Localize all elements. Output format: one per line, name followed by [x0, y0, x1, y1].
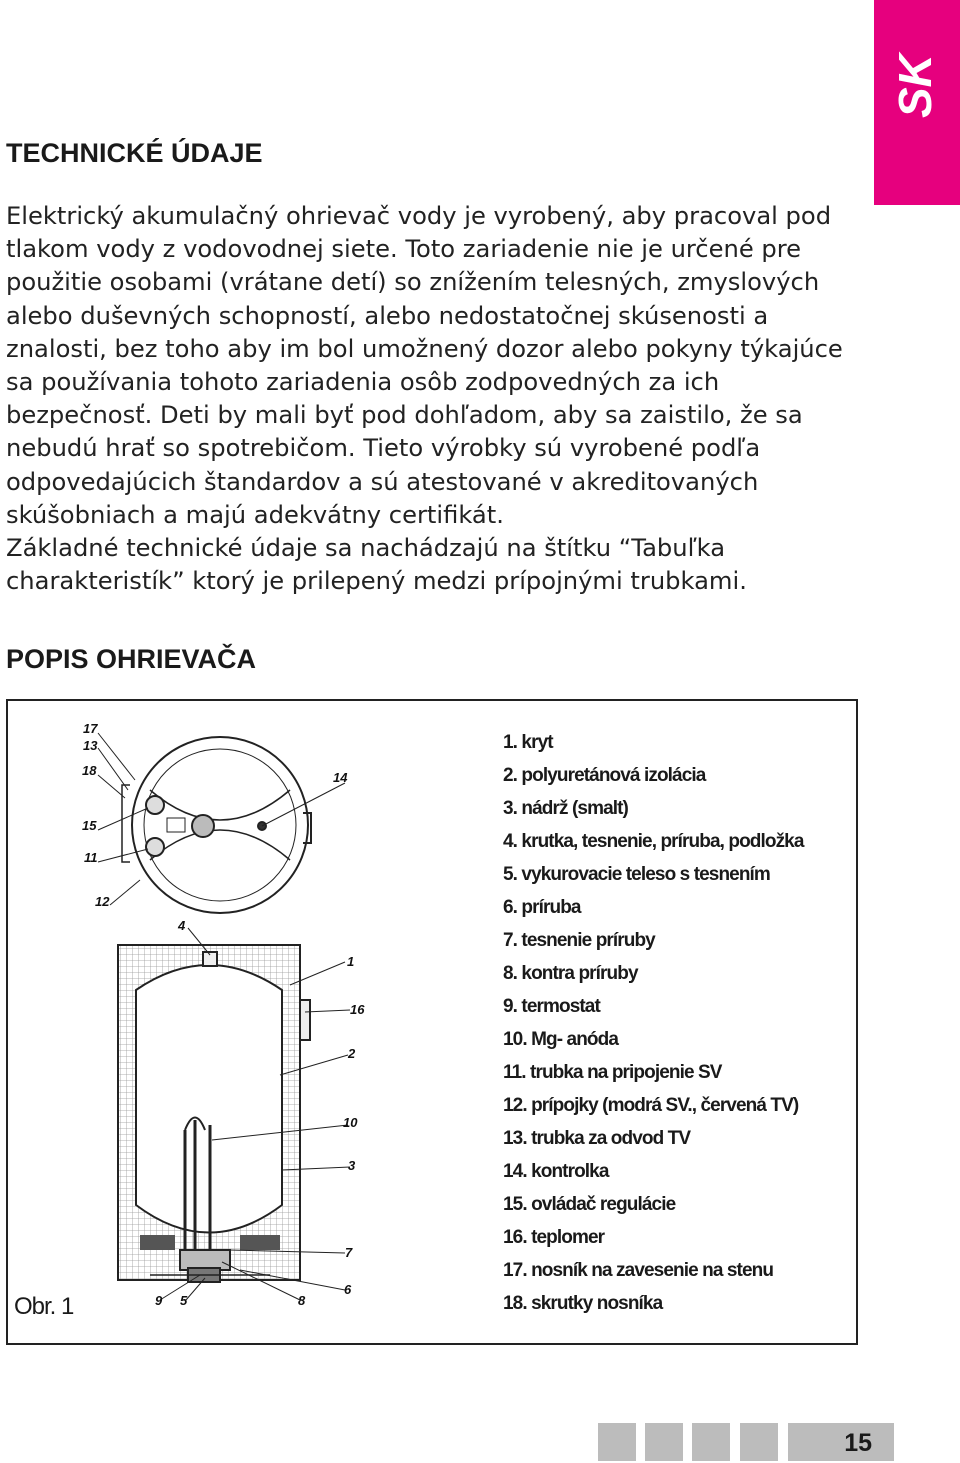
legend-item: 4. krutka, tesnenie, príruba, podložka: [503, 831, 804, 852]
callout-15: 15: [82, 818, 97, 833]
callout-6: 6: [344, 1282, 352, 1297]
callout-17: 17: [83, 721, 98, 736]
legend-item: 14. kontrolka: [503, 1161, 609, 1182]
legend-item: 2. polyuretánová izolácia: [503, 765, 706, 786]
callout-10: 10: [343, 1115, 358, 1130]
paragraph-1: Elektrický akumulačný ohrievač vody je vyrobený, aby pracoval pod tlakom vody z vodovodnej siete. Toto zariadenie nie je určené pre použitie osobami (vrátane detí) so znížením telesných, zmyslových alebo duševných schopností, alebo nedostatočnej skúsenosti a znalosti, bez toho aby im bol umožnený dozor alebo pokyny týkajúce sa používania tohoto zariadenia osôb zodpovedných za ich bezpečnosť. Deti by mali byť pod dohľadom, aby sa zaistilo, že sa nebudú hrať so spotrebičom. Tieto výrobky sú vyrobené podľa odpovedajúcich štandardov a sú atestované v akreditovaných skúšobniach a majú adekvátny certifikát.: [6, 202, 843, 529]
legend-item: 5. vykurovacie teleso s tesnením: [503, 864, 770, 885]
legend-item: 15. ovládač regulácie: [503, 1194, 676, 1215]
callout-7: 7: [345, 1245, 353, 1260]
side-view: [118, 945, 310, 1282]
footer-decor-box: [740, 1423, 778, 1461]
legend-item: 7. tesnenie príruby: [503, 930, 655, 951]
legend-item: 3. nádrž (smalt): [503, 798, 628, 819]
callout-1: 1: [347, 954, 355, 969]
legend-item: 11. trubka na pripojenie SV: [503, 1062, 722, 1083]
callout-8: 8: [298, 1293, 306, 1308]
language-code: SK: [889, 54, 941, 118]
section-title-technical-data: TECHNICKÉ ÚDAJE: [6, 138, 263, 168]
legend-item: 10. Mg- anóda: [503, 1029, 618, 1050]
callout-12: 12: [95, 894, 110, 909]
callout-16: 16: [350, 1002, 365, 1017]
footer-decor-box: [645, 1423, 683, 1461]
legend-item: 17. nosník na zavesenie na stenu: [503, 1260, 774, 1281]
paragraph-2: Základné technické údaje sa nachádzajú na štítku “Tabuľka charakteristík” ktorý je prilepený medzi prípojnými trubkami.: [6, 534, 747, 596]
page-number: 15: [788, 1423, 894, 1461]
footer-decor-box: [692, 1423, 730, 1461]
callout-18: 18: [82, 763, 97, 778]
legend-item: 13. trubka za odvod TV: [503, 1128, 691, 1149]
parts-legend: [503, 731, 804, 1325]
section-title-heater-description: POPIS OHRIEVAČA: [6, 644, 257, 674]
callout-9: 9: [155, 1293, 163, 1308]
callout-4: 4: [178, 918, 186, 933]
top-view: [122, 737, 311, 913]
figure-label: Obr. 1: [14, 1293, 74, 1320]
callout-11: 11: [84, 850, 98, 865]
legend-item: 18. skrutky nosníka: [503, 1293, 663, 1314]
legend-item: 8. kontra príruby: [503, 963, 638, 984]
callout-13: 13: [83, 738, 98, 753]
footer-decor-box: [598, 1423, 636, 1461]
legend-item: 6. príruba: [503, 897, 581, 918]
callout-14: 14: [333, 770, 348, 785]
callout-5: 5: [180, 1293, 188, 1308]
legend-item: 12. prípojky (modrá SV., červená TV): [503, 1095, 799, 1116]
callout-3: 3: [348, 1158, 356, 1173]
legend-item: 9. termostat: [503, 996, 600, 1017]
legend-item: 1. kryt: [503, 732, 553, 753]
callout-2: 2: [348, 1046, 356, 1061]
legend-item: 16. teplomer: [503, 1227, 605, 1248]
